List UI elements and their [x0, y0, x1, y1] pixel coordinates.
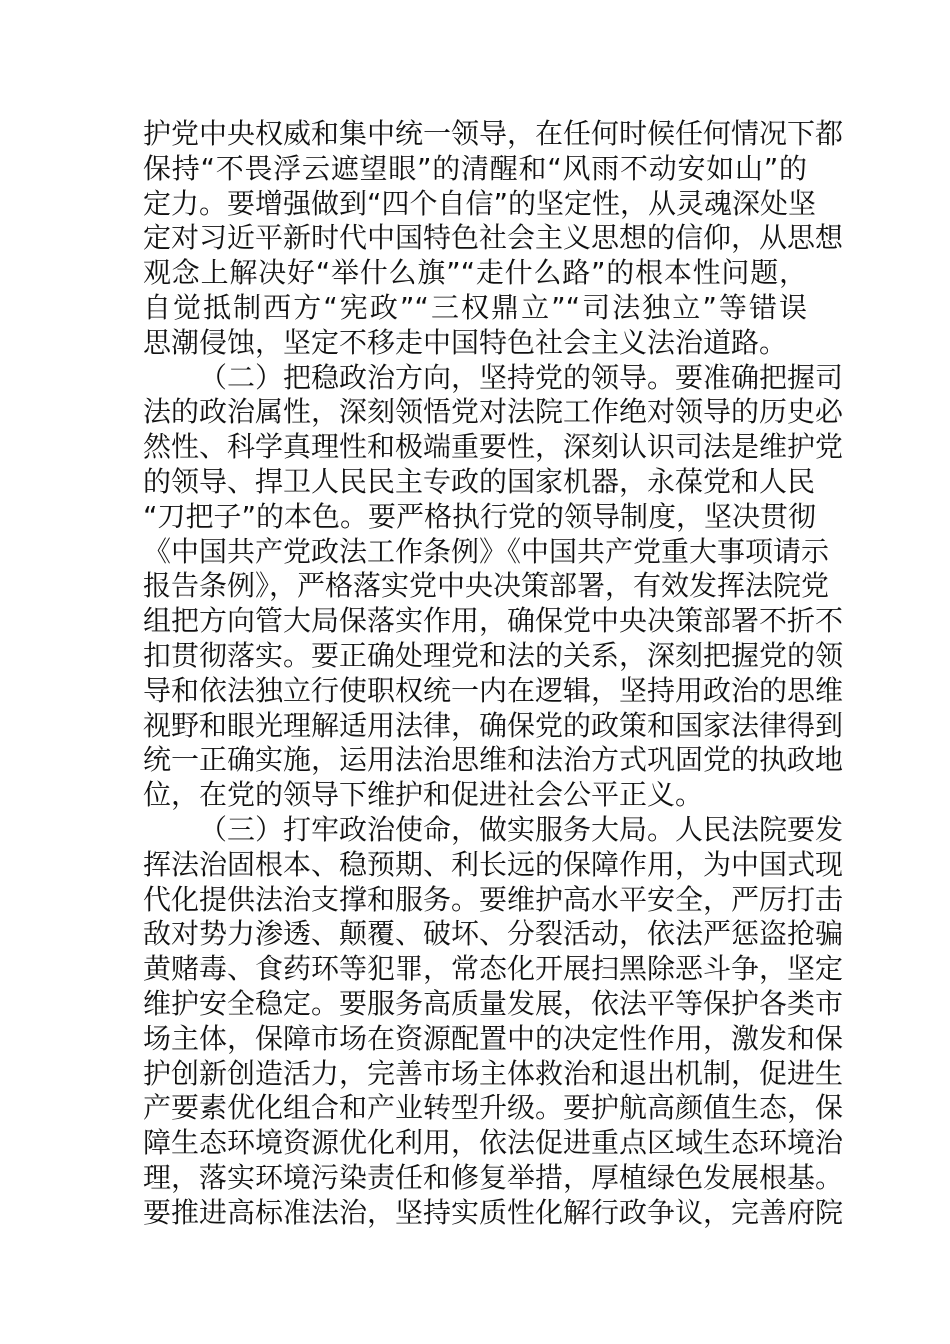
text-line: 视野和眼光理解适用法律，确保党的政策和国家法律得到 — [143, 708, 844, 742]
text-line: 报告条例》，严格落实党中央决策部署，有效发挥法院党 — [143, 569, 830, 603]
text-line: 保持“不畏浮云遮望眼”的清醒和“风雨不动安如山”的 — [143, 151, 807, 185]
text-line: 敌对势力渗透、颠覆、破坏、分裂活动，依法严惩盗抢骗 — [143, 917, 844, 951]
text-line: 扣贯彻落实。要正确处理党和法的关系，深刻把握党的领 — [143, 638, 844, 672]
text-line: 组把方向管大局保落实作用，确保党中央决策部署不折不 — [143, 604, 844, 638]
text-line: 护党中央权威和集中统一领导，在任何时候任何情况下都 — [143, 117, 844, 150]
text-line: 理，落实环境污染责任和修复举措，厚植绿色发展根基。 — [143, 1160, 844, 1194]
text-line: 统一正确实施，运用法治思维和法治方式巩固党的执政地 — [143, 743, 844, 777]
text-line: 代化提供法治支撑和服务。要维护高水平安全，严厉打击 — [143, 882, 844, 916]
text-line: “刀把子”的本色。要严格执行党的领导制度，坚决贯彻 — [143, 499, 817, 533]
text-line: 位，在党的领导下维护和促进社会公平正义。 — [143, 778, 704, 812]
text-line: 护创新创造活力，完善市场主体救治和退出机制，促进生 — [143, 1056, 844, 1090]
text-line: 场主体，保障市场在资源配置中的决定性作用，激发和保 — [143, 1021, 844, 1055]
text-line: 观念上解决好“举什么旗”“走什么路”的根本性问题， — [143, 256, 807, 290]
text-line: 思潮侵蚀，坚定不移走中国特色社会主义法治道路。 — [143, 325, 788, 359]
text-line: 挥法治固根本、稳预期、利长远的保障作用，为中国式现 — [143, 847, 844, 881]
text-line: 定力。要增强做到“四个自信”的坚定性，从灵魂深处坚 — [143, 186, 817, 220]
text-line: 然性、科学真理性和极端重要性，深刻认识司法是维护党 — [143, 430, 844, 464]
text-line: 导和依法独立行使职权统一内在逻辑，坚持用政治的思维 — [143, 673, 844, 707]
section-heading-line: （二）把稳政治方向，坚持党的领导。要准确把握司 — [199, 360, 844, 394]
text-line: 的领导、捍卫人民民主专政的国家机器，永葆党和人民 — [143, 464, 816, 498]
text-line: 障生态环境资源优化利用，依法促进重点区域生态环境治 — [143, 1126, 844, 1160]
text-line: 产要素优化组合和产业转型升级。要护航高颜值生态，保 — [143, 1091, 844, 1125]
document-body — [143, 117, 844, 1231]
text-line: 定对习近平新时代中国特色社会主义思想的信仰，从思想 — [143, 221, 844, 255]
section-heading-line: （三）打牢政治使命，做实服务大局。人民法院要发 — [199, 812, 844, 846]
text-line: 黄赌毒、食药环等犯罪，常态化开展扫黑除恶斗争，坚定 — [143, 952, 844, 986]
text-line: 维护安全稳定。要服务高质量发展，依法平等保护各类市 — [143, 986, 844, 1020]
text-line: 要推进高标准法治，坚持实质性化解行政争议，完善府院 — [143, 1195, 844, 1229]
text-line: 法的政治属性，深刻领悟党对法院工作绝对领导的历史必 — [143, 395, 844, 429]
text-line: 自觉抵制西方“宪政”“三权鼎立”“司法独立”等错误 — [143, 290, 807, 324]
text-line: 《中国共产党政法工作条例》《中国共产党重大事项请示 — [143, 534, 830, 568]
